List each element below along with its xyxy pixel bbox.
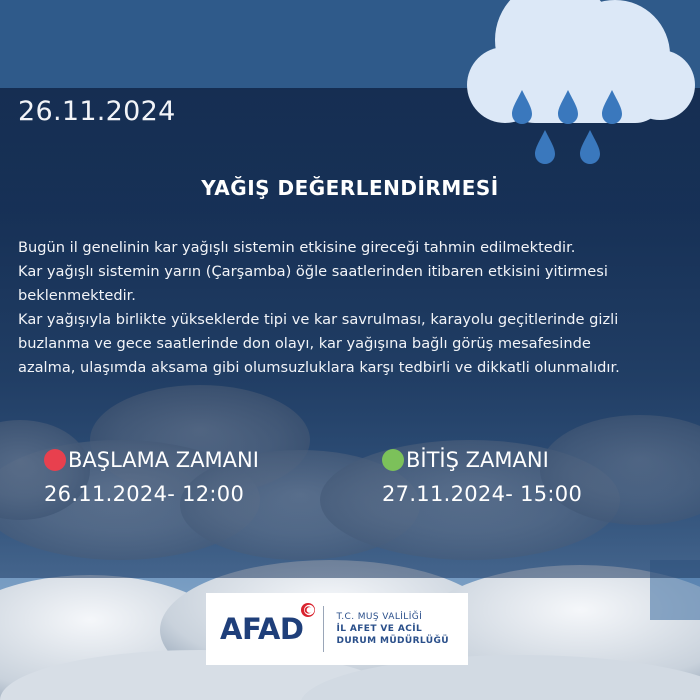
org-line-3: DURUM MÜDÜRLÜĞÜ bbox=[336, 636, 449, 646]
report-date: 26.11.2024 bbox=[18, 96, 176, 127]
body-line: Bugün il genelinin kar yağışlı sistemin etkisine gireceği tahmin edilmektedir. bbox=[18, 239, 576, 256]
start-time-block bbox=[44, 448, 259, 506]
body-line: buzlanma ve gece saatlerinde don olayı, kar yağışına bağlı görüş mesafesinde bbox=[18, 335, 591, 352]
crescent-star-icon bbox=[301, 603, 315, 617]
org-line-1: T.C. MUŞ VALİLİĞİ bbox=[336, 612, 423, 622]
afad-brand-text: AFAD bbox=[220, 612, 304, 646]
logo-divider bbox=[323, 606, 324, 652]
body-line: Kar yağışlı sistemin yarın (Çarşamba) öğle saatlerinden itibaren etkisini yitirmesi bbox=[18, 263, 608, 280]
afad-logo bbox=[206, 593, 468, 665]
start-time-value: 26.11.2024- 12:00 bbox=[44, 482, 245, 506]
body-line: beklenmektedir. bbox=[18, 287, 136, 304]
rain-cloud-icon bbox=[460, 0, 700, 180]
afad-wordmark bbox=[220, 612, 303, 646]
red-dot-icon bbox=[44, 449, 66, 471]
body-line: Kar yağışıyla birlikte yükseklerde tipi ve kar savrulması, karayolu geçitlerinde gizli bbox=[18, 311, 619, 328]
page-title: YAĞIŞ DEĞERLENDİRMESİ bbox=[201, 176, 499, 200]
organization-name bbox=[336, 611, 449, 647]
end-time-label: BİTİŞ ZAMANI bbox=[406, 448, 549, 472]
org-line-2: İL AFET VE ACİL bbox=[336, 624, 423, 634]
end-time-block bbox=[382, 448, 582, 506]
start-time-label: BAŞLAMA ZAMANI bbox=[68, 448, 259, 472]
body-line: azalma, ulaşımda aksama gibi olumsuzluklara karşı tedbirli ve dikkatli olunmalıdır. bbox=[18, 359, 620, 376]
assessment-text bbox=[18, 236, 690, 380]
green-dot-icon bbox=[382, 449, 404, 471]
end-time-value: 27.11.2024- 15:00 bbox=[382, 482, 583, 506]
